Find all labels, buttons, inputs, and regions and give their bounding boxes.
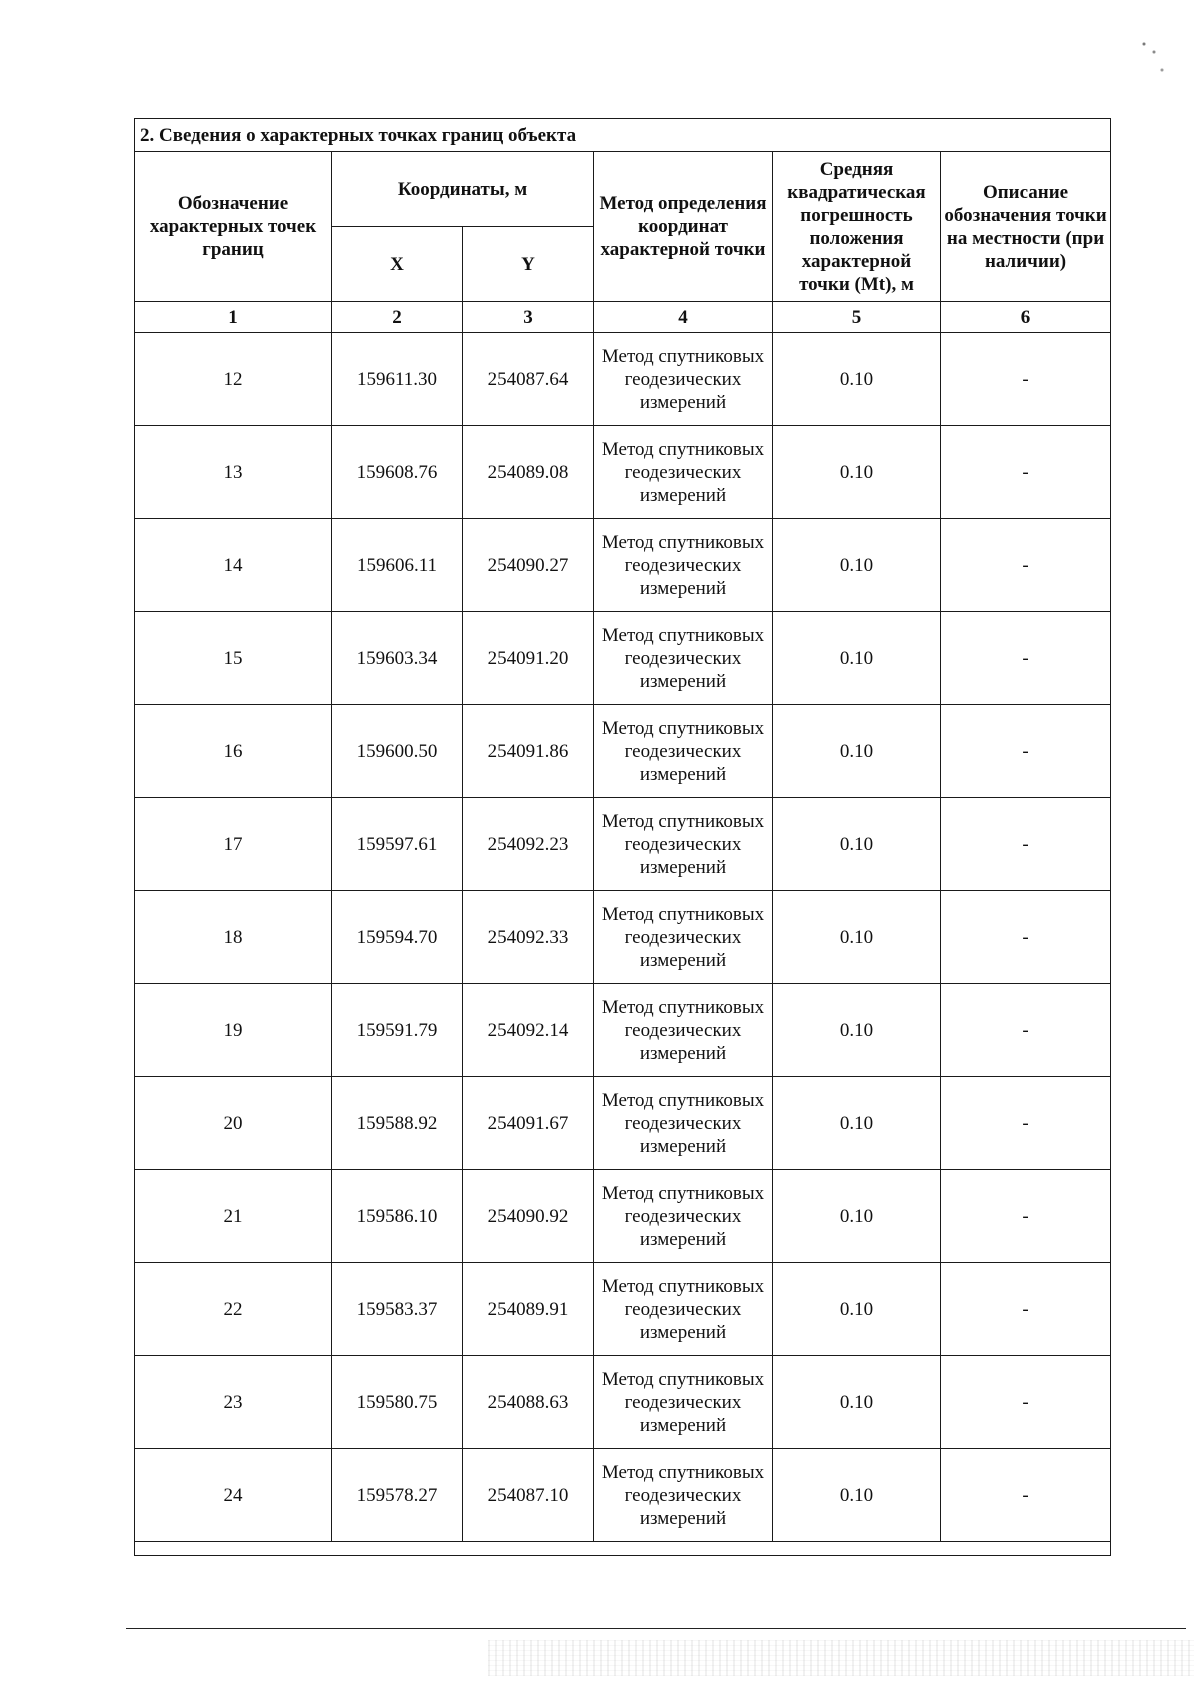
- coordinate-x: 159580.75: [332, 1356, 463, 1449]
- point-designation: 17: [135, 798, 332, 891]
- table-row: [135, 891, 1111, 984]
- column-number: 4: [594, 302, 773, 333]
- coordinate-y: 254091.86: [463, 705, 594, 798]
- method-cell: Метод спутниковых геодезических измерений: [594, 1077, 773, 1170]
- description-cell: -: [941, 612, 1111, 705]
- column-number: 3: [463, 302, 594, 333]
- point-designation: 20: [135, 1077, 332, 1170]
- coordinate-y: 254091.20: [463, 612, 594, 705]
- header-x: X: [332, 227, 463, 302]
- column-number: 6: [941, 302, 1111, 333]
- method-cell: Метод спутниковых геодезических измерений: [594, 891, 773, 984]
- coordinate-y: 254088.63: [463, 1356, 594, 1449]
- header-error: Средняя квадратическая погрешность положения характерной точки (Mt), м: [773, 152, 941, 302]
- table-row: [135, 1170, 1111, 1263]
- error-cell: 0.10: [773, 333, 941, 426]
- coordinate-x: 159606.11: [332, 519, 463, 612]
- header-y: Y: [463, 227, 594, 302]
- coordinate-x: 159578.27: [332, 1449, 463, 1542]
- coordinate-x: 159600.50: [332, 705, 463, 798]
- coordinate-x: 159588.92: [332, 1077, 463, 1170]
- table-filler-row: [135, 1542, 1111, 1556]
- section-caption: 2. Сведения о характерных точках границ объекта: [135, 119, 1111, 152]
- point-designation: 18: [135, 891, 332, 984]
- coordinate-y: 254087.64: [463, 333, 594, 426]
- table-row: [135, 984, 1111, 1077]
- table-row: [135, 1077, 1111, 1170]
- description-cell: -: [941, 798, 1111, 891]
- header-description: Описание обозначения точки на местности (при наличии): [941, 152, 1111, 302]
- point-designation: 23: [135, 1356, 332, 1449]
- description-cell: -: [941, 1449, 1111, 1542]
- method-cell: Метод спутниковых геодезических измерений: [594, 705, 773, 798]
- description-cell: -: [941, 426, 1111, 519]
- scan-artifact: [488, 1640, 1194, 1676]
- description-cell: -: [941, 519, 1111, 612]
- table-row: [135, 333, 1111, 426]
- filler-cell: [135, 1542, 1111, 1556]
- point-designation: 22: [135, 1263, 332, 1356]
- table-row: [135, 1356, 1111, 1449]
- point-designation: 13: [135, 426, 332, 519]
- method-cell: Метод спутниковых геодезических измерений: [594, 984, 773, 1077]
- method-cell: Метод спутниковых геодезических измерений: [594, 798, 773, 891]
- error-cell: 0.10: [773, 1449, 941, 1542]
- method-cell: Метод спутниковых геодезических измерений: [594, 333, 773, 426]
- header-method: Метод определения координат характерной точки: [594, 152, 773, 302]
- error-cell: 0.10: [773, 1263, 941, 1356]
- coordinate-y: 254089.08: [463, 426, 594, 519]
- error-cell: 0.10: [773, 705, 941, 798]
- method-cell: Метод спутниковых геодезических измерений: [594, 1263, 773, 1356]
- boundary-points-table: [134, 118, 1111, 1556]
- coordinate-y: 254092.14: [463, 984, 594, 1077]
- coordinate-y: 254092.23: [463, 798, 594, 891]
- point-designation: 16: [135, 705, 332, 798]
- description-cell: -: [941, 1077, 1111, 1170]
- column-number: 2: [332, 302, 463, 333]
- coordinate-x: 159586.10: [332, 1170, 463, 1263]
- point-designation: 24: [135, 1449, 332, 1542]
- table-body: [135, 333, 1111, 1542]
- column-number: 5: [773, 302, 941, 333]
- method-cell: Метод спутниковых геодезических измерений: [594, 519, 773, 612]
- description-cell: -: [941, 1263, 1111, 1356]
- column-number-row: [135, 302, 1111, 333]
- footer-rule: [126, 1628, 1186, 1629]
- table-row: [135, 1263, 1111, 1356]
- error-cell: 0.10: [773, 1356, 941, 1449]
- coordinate-x: 159597.61: [332, 798, 463, 891]
- method-cell: Метод спутниковых геодезических измерений: [594, 426, 773, 519]
- method-cell: Метод спутниковых геодезических измерений: [594, 1449, 773, 1542]
- coordinate-x: 159583.37: [332, 1263, 463, 1356]
- table-row: [135, 426, 1111, 519]
- table-row: [135, 798, 1111, 891]
- coordinate-x: 159591.79: [332, 984, 463, 1077]
- coordinate-y: 254090.27: [463, 519, 594, 612]
- method-cell: Метод спутниковых геодезических измерений: [594, 612, 773, 705]
- error-cell: 0.10: [773, 891, 941, 984]
- error-cell: 0.10: [773, 984, 941, 1077]
- error-cell: 0.10: [773, 426, 941, 519]
- coordinate-x: 159603.34: [332, 612, 463, 705]
- error-cell: 0.10: [773, 1170, 941, 1263]
- table-row: [135, 1449, 1111, 1542]
- table-row: [135, 519, 1111, 612]
- method-cell: Метод спутниковых геодезических измерений: [594, 1356, 773, 1449]
- description-cell: -: [941, 984, 1111, 1077]
- table-row: [135, 705, 1111, 798]
- header-designation: Обозначение характерных точек границ: [135, 152, 332, 302]
- coordinate-y: 254087.10: [463, 1449, 594, 1542]
- point-designation: 21: [135, 1170, 332, 1263]
- header-coordinates: Координаты, м: [332, 152, 594, 227]
- description-cell: -: [941, 333, 1111, 426]
- coordinate-x: 159594.70: [332, 891, 463, 984]
- error-cell: 0.10: [773, 1077, 941, 1170]
- coordinate-x: 159611.30: [332, 333, 463, 426]
- description-cell: -: [941, 1170, 1111, 1263]
- coordinate-y: 254092.33: [463, 891, 594, 984]
- point-designation: 15: [135, 612, 332, 705]
- description-cell: -: [941, 705, 1111, 798]
- point-designation: 19: [135, 984, 332, 1077]
- description-cell: -: [941, 891, 1111, 984]
- error-cell: 0.10: [773, 519, 941, 612]
- coordinate-y: 254091.67: [463, 1077, 594, 1170]
- scan-specks: [1140, 40, 1170, 80]
- point-designation: 12: [135, 333, 332, 426]
- point-designation: 14: [135, 519, 332, 612]
- description-cell: -: [941, 1356, 1111, 1449]
- error-cell: 0.10: [773, 612, 941, 705]
- coordinate-x: 159608.76: [332, 426, 463, 519]
- table-row: [135, 612, 1111, 705]
- coordinate-y: 254089.91: [463, 1263, 594, 1356]
- method-cell: Метод спутниковых геодезических измерений: [594, 1170, 773, 1263]
- error-cell: 0.10: [773, 798, 941, 891]
- column-number: 1: [135, 302, 332, 333]
- coordinate-y: 254090.92: [463, 1170, 594, 1263]
